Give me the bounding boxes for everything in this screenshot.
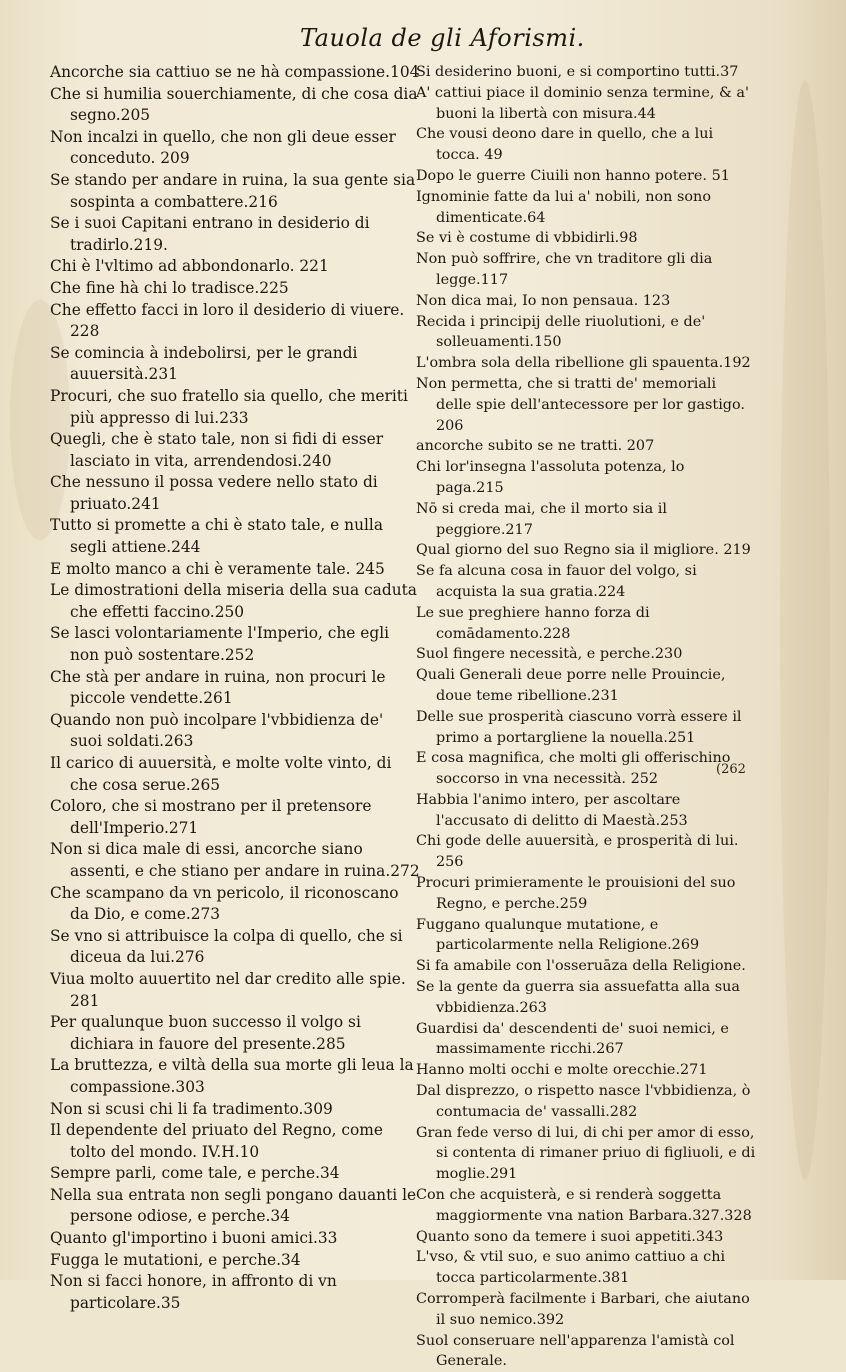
index-entry: Corromperà facilmente i Barbari, che aiutano il suo nemico.392 <box>416 1291 750 1328</box>
index-entry: Che scampano da vn pericolo, il riconoscano da Dio, e come.273 <box>50 883 399 924</box>
index-entry: Ignominie fatte da lui a' nobili, non sono dimenticate.64 <box>416 188 711 226</box>
index-entry: Con che acquisterà, e si renderà soggetta maggiormente vna nation Barbara.327.328 <box>416 1187 752 1224</box>
index-entry: Recida i principij delle riuolutioni, e de' solleuamenti.150 <box>416 313 706 351</box>
index-entry: Si desiderino buoni, e si comportino tutti.37 <box>416 64 739 80</box>
index-entry: Procuri primieramente le prouisioni del suo Regno, e perche.259 <box>416 875 736 912</box>
index-entry: Il carico di auuersità, e molte volte vinto, di che cosa serue.265 <box>50 754 392 794</box>
index-entry: Non si scusi chi li fa tradimento.309 <box>50 1099 333 1118</box>
index-entry: Se i suoi Capitani entrano in desiderio di tradirlo.219. <box>50 214 370 254</box>
index-entry: Se la gente da guerra sia assuefatta alla sua vbbidienza.263 <box>416 979 740 1016</box>
index-entry: Procuri, che suo fratello sia quello, che meriti più appresso di lui.233 <box>50 386 408 427</box>
index-entry: Le dimostrationi della miseria della sua caduta che effetti faccino.250 <box>50 581 417 621</box>
paper-stain <box>780 80 830 1180</box>
index-entry: Coloro, che si mostrano per il pretensore dell'Imperio.271 <box>50 797 372 837</box>
index-entry: Quanto sono da temere i suoi appetiti.343 <box>416 1228 724 1245</box>
index-entry: Quegli, che è stato tale, non si fidi di esser lasciato in vita, arrendendosi.240 <box>50 430 384 470</box>
index-entry: Sempre parli, come tale, e perche.34 <box>50 1164 340 1183</box>
index-entry: Il dependente del priuato del Regno, come tolto del mondo. IV.H.10 <box>50 1121 383 1161</box>
index-entry: Non permetta, che si tratti de' memoriali delle spie dell'antecessore per lor gastigo. 206 <box>416 375 745 434</box>
index-entry: Non si facci honore, in affronto di vn particolare.35 <box>50 1272 337 1312</box>
index-entry: Che effetto facci in loro il desiderio di viuere. 228 <box>50 300 405 341</box>
index-entry: Dal disprezzo, o rispetto nasce l'vbbidienza, ò contumacia de' vassalli.282 <box>416 1083 751 1120</box>
index-entry: Dopo le guerre Ciuili non hanno potere. 51 <box>416 167 730 184</box>
index-entry: Che si humilia souerchiamente, di che cosa dia segno.205 <box>50 84 418 125</box>
index-entry: Che fine hà chi lo tradisce.225 <box>50 278 289 297</box>
index-entry: Si fa amabile con l'osseruāza della Religione. <box>416 958 746 975</box>
index-entry: Viua molto auuertito nel dar credito alle spie. 281 <box>50 969 406 1010</box>
margin-note: (262 <box>716 762 746 777</box>
page-title: Tauola de gli Aforismi. <box>300 24 585 52</box>
index-entry: Non si dica male di essi, ancorche siano assenti, e che stiano per andare in ruina.272 <box>50 840 420 880</box>
index-entry: Fugga le mutationi, e perche.34 <box>50 1250 301 1269</box>
index-entry: Chi lor'insegna l'assoluta potenza, lo paga.215 <box>416 459 685 496</box>
index-entry: Non può soffrire, che vn traditore gli dia legge.117 <box>416 251 713 288</box>
index-entry: Qual giorno del suo Regno sia il migliore. 219 <box>416 542 751 559</box>
left-column <box>50 62 420 1314</box>
index-entry: Se vno si attribuisce la colpa di quello, che si diceua da lui.276 <box>50 926 403 967</box>
index-entry: Quando non può incolpare l'vbbidienza de' suoi soldati.263 <box>50 710 384 751</box>
index-entry: L'vso, & vtil suo, e suo animo cattiuo a chi tocca particolarmente.381 <box>416 1249 726 1287</box>
index-entry: Fuggano qualunque mutatione, e particolarmente nella Religione.269 <box>416 916 700 954</box>
index-entry: Quali Generali deue porre nelle Prouincie, doue teme ribellione.231 <box>416 667 726 704</box>
index-entry: Guardisi da' descendenti de' suoi nemici, e massimamente ricchi.267 <box>416 1020 729 1058</box>
index-entry: Per qualunque buon successo il volgo si dichiara in fauore del presente.285 <box>50 1013 361 1053</box>
index-entry: Se vi è costume di vbbidirli.98 <box>416 230 638 247</box>
index-entry: Suol fingere necessità, e perche.230 <box>416 646 683 663</box>
index-entry: Gran fede verso di lui, di chi per amor di esso, si contenta di rimaner priuo di figliuoli, e di moglie.291 <box>416 1124 756 1183</box>
index-entry: A' cattiui piace il dominio senza termine, & a' buoni la libertà con misura.44 <box>416 84 749 122</box>
index-entry: Non dica mai, Io non pensaua. 123 <box>416 292 671 309</box>
index-entry: Non incalzi in quello, che non gli deue esser conceduto. 209 <box>50 127 396 168</box>
index-entry: Habbia l'animo intero, per ascoltare l'accusato di delitto di Maestà.253 <box>416 791 688 829</box>
index-entry: Nō si creda mai, che il morto sia il peggiore.217 <box>416 500 667 538</box>
index-entry: Delle sue prosperità ciascuno vorrà essere il primo a portargliene la nouella.251 <box>416 708 742 746</box>
index-entry: Suol conseruare nell'apparenza l'amistà col Generale. <box>416 1332 735 1370</box>
index-entry: Se fa alcuna cosa in fauor del volgo, si acquista la sua gratia.224 <box>416 563 697 600</box>
index-entry: Se stando per andare in ruina, la sua gente sia sospinta a combattere.216 <box>50 170 416 211</box>
index-entry: Se comincia à indebolirsi, per le grandi auuersità.231 <box>50 343 358 384</box>
right-column <box>416 62 756 1372</box>
index-entry: Quanto gl'importino i buoni amici.33 <box>50 1229 338 1248</box>
index-entry: Chi è l'vltimo ad abbondonarlo. 221 <box>50 257 329 276</box>
index-entry: Chi gode delle auuersità, e prosperità di lui. 256 <box>416 833 739 871</box>
index-entry: Se lasci volontariamente l'Imperio, che egli non può sostentare.252 <box>50 624 390 665</box>
index-entry: Le sue preghiere hanno forza di comādamento.228 <box>416 604 650 642</box>
index-entry: E cosa magnifica, che molti gli offerischino soccorso in vna necessità. 252 <box>416 750 731 788</box>
index-entry: E molto manco a chi è veramente tale. 245 <box>50 559 385 578</box>
index-entry: Ancorche sia cattiuo se ne hà compassione.104 <box>50 63 420 81</box>
index-entry: Che stà per andare in ruina, non procuri le piccole vendette.261 <box>50 667 386 708</box>
index-entry: ancorche subito se ne tratti. 207 <box>416 438 655 455</box>
index-entry: Che nessuno il possa vedere nello stato di priuato.241 <box>50 473 378 513</box>
index-entry: Hanno molti occhi e molte orecchie.271 <box>416 1062 708 1079</box>
index-entry: Che vousi deono dare in quello, che a lui tocca. 49 <box>416 126 714 164</box>
index-entry: La bruttezza, e viltà della sua morte gli leua la compassione.303 <box>50 1056 414 1096</box>
index-entry: L'ombra sola della ribellione gli spauenta.192 <box>416 355 751 372</box>
index-entry: Nella sua entrata non segli pongano dauanti le persone odiose, e perche.34 <box>50 1185 417 1226</box>
index-entry: Tutto si promette a chi è stato tale, e nulla segli attiene.244 <box>50 516 384 557</box>
